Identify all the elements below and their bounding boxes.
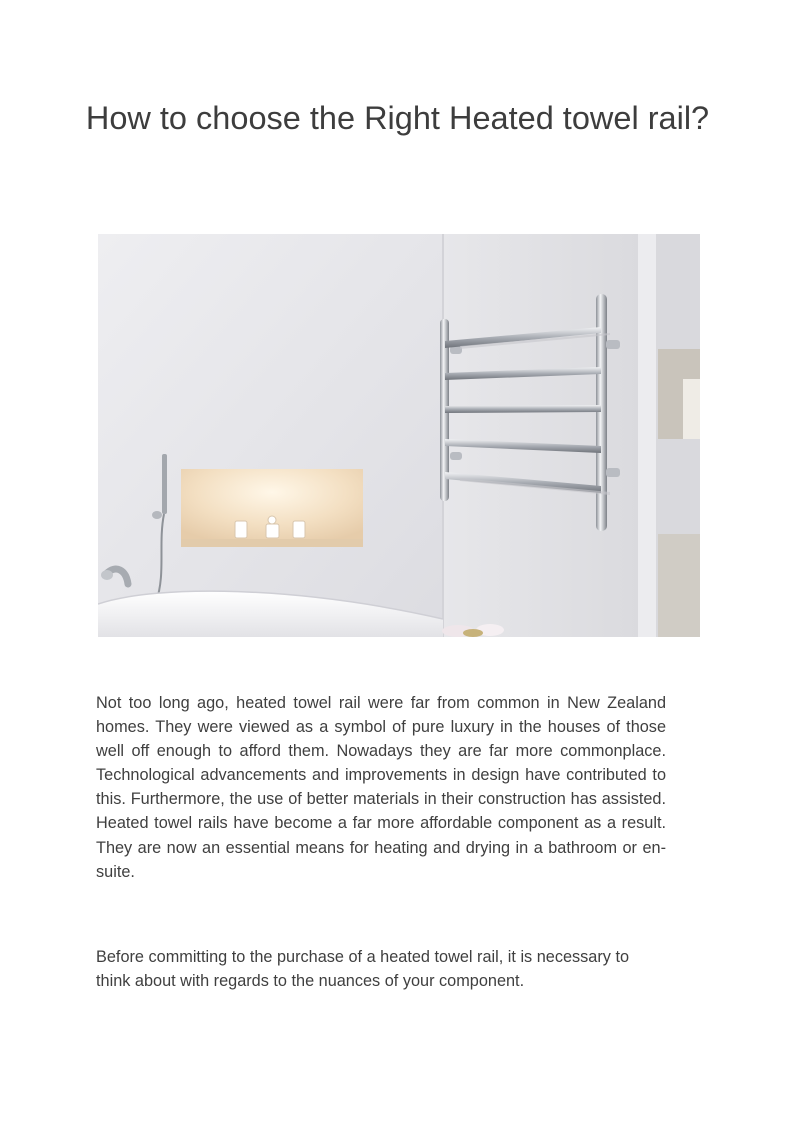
towel-rail-photo (98, 234, 700, 637)
body-paragraph: Before committing to the purchase of a heated towel rail, it is necessary to think about with regards to the nuances of your component. (96, 948, 630, 991)
body-paragraph: Not too long ago, heated towel rail were far from common in New Zealand homes. They were viewed as a symbol of pure luxury in the houses of those well off enough to afford them. Nowadays they are far more commonplace. Technological advancements and improvements in design have contributed to this. Furthermore, the use of better materials in their construction has assisted. Heated towel rails have become a far more affordable component as a result. They are now an essential means for heating and drying in a bathroom or en-suite. (96, 694, 666, 881)
page-title: How to choose the Right Heated towel rail? (85, 100, 710, 136)
